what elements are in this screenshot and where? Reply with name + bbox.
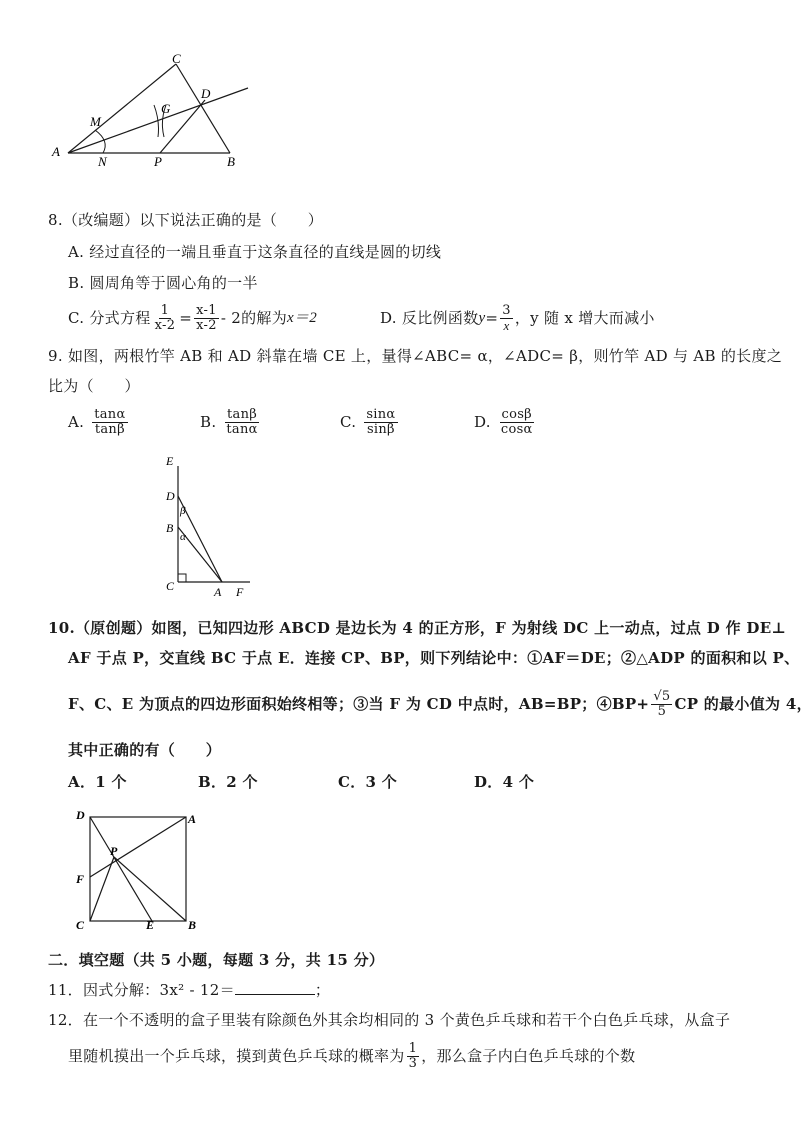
q10-line1: 10.（原创题）如图，已知四边形 ABCD 是边长为 4 的正方形，F 为射线 DC 上一动点，过点 D 作 DE⊥ <box>48 619 787 637</box>
q9-d-fraction <box>499 408 535 437</box>
option-label: C. <box>340 413 357 431</box>
label-f: F <box>236 585 244 599</box>
q8-d-prefix: D. 反比例函数 <box>380 309 479 327</box>
q12-line2-pre: 里随机摸出一个乒乓球，摸到黄色乒乓球的概率为 <box>68 1047 405 1065</box>
label-a: A <box>188 812 197 826</box>
option-label: B. <box>200 413 217 431</box>
frac-den: x-2 <box>154 317 176 333</box>
q11-suffix: ； <box>314 981 331 999</box>
q8-option-d <box>380 300 655 336</box>
q8-d-equals: = <box>485 309 499 327</box>
q9-c-fraction <box>364 408 397 437</box>
figure-bamboo-wall <box>158 450 258 600</box>
q10-option-b: B．2 个 <box>198 773 258 791</box>
label-p: P <box>154 154 162 169</box>
q8-d-y: y <box>478 310 486 326</box>
q9-option-c <box>340 404 400 440</box>
q8-stem: 8.（改编题）以下说法正确的是（ ） <box>48 211 324 229</box>
q8-c-minus: - 2的解为 <box>220 309 287 327</box>
label-c: C <box>172 51 181 66</box>
frac-den: tanβ <box>94 421 125 437</box>
q10-line3 <box>68 684 812 724</box>
frac-den: x-2 <box>196 317 217 333</box>
q8-c-fraction-1 <box>153 304 178 333</box>
label-n: N <box>98 154 107 169</box>
label-c: C <box>166 579 175 593</box>
label-b: B <box>166 521 174 535</box>
segment-pc <box>90 857 114 921</box>
option-label: A. <box>68 413 85 431</box>
q8-d-fraction <box>500 304 513 333</box>
right-angle-mark <box>178 574 186 582</box>
q10-line3-pre: F、C、E 为顶点的四边形面积始终相等；③当 F 为 CD 中点时，AB=BP；④BP+ <box>68 695 650 713</box>
q9-a-fraction <box>92 408 127 437</box>
frac-num: tanα <box>94 406 126 422</box>
q11-answer-blank[interactable] <box>235 980 315 995</box>
segment-af <box>90 817 186 877</box>
q12-line1: 12．在一个不透明的盒子里装有除颜色外其余均相同的 3 个黄色乒乓球和若干个白色乒乓球，从盒子 <box>48 1011 731 1029</box>
frac-den: cosα <box>500 421 533 437</box>
label-d: D <box>76 808 85 822</box>
label-p: P <box>110 844 118 858</box>
frac-num: √5 <box>653 688 671 704</box>
option-label: D. <box>474 413 491 431</box>
label-d: D <box>201 86 211 101</box>
frac-den: 3 <box>408 1055 418 1071</box>
frac-den: x <box>503 317 510 333</box>
frac-den: tanα <box>226 421 258 437</box>
figure-triangle-bisector <box>40 45 260 170</box>
q9-stem-line1: 9. 如图，两根竹竿 AB 和 AD 斜靠在墙 CE 上，量得∠ABC= α，∠ADC= β，则竹竿 AD 与 AB 的长度之 <box>48 347 783 365</box>
segment-de <box>90 817 152 921</box>
label-c: C <box>76 918 85 932</box>
label-e: E <box>166 454 174 468</box>
q9-b-fraction <box>224 408 259 437</box>
segment-ac <box>68 64 176 153</box>
label-alpha: α <box>180 531 186 543</box>
frac-num: 1 <box>408 1040 418 1056</box>
frac-den: 5 <box>657 703 667 719</box>
frac-num: cosβ <box>501 406 532 422</box>
q8-c-equals: = <box>179 309 193 327</box>
q12-line2 <box>68 1036 635 1076</box>
label-a: A <box>52 144 60 159</box>
q8-option-a: A. 经过直径的一端且垂直于这条直径的直线是圆的切线 <box>68 243 442 261</box>
q12-line2-post: ，那么盒子内白色乒乓球的个数 <box>421 1047 636 1065</box>
q9-option-d <box>474 404 537 440</box>
q9-stem-line2: 比为（ ） <box>48 377 140 395</box>
figure-square <box>70 805 210 935</box>
q10-option-a: A．1 个 <box>68 773 127 791</box>
q11 <box>48 980 330 1000</box>
label-g: G <box>161 101 171 116</box>
section-title: 二．填空题（共 5 小题，每题 3 分，共 15 分） <box>48 951 385 969</box>
label-m: M <box>90 114 101 129</box>
frac-den: sinβ <box>366 421 395 437</box>
q12-fraction <box>407 1042 420 1071</box>
label-a: A <box>214 585 222 599</box>
segment-pb <box>114 857 186 921</box>
q8-option-b: B. 圆周角等于圆心角的一半 <box>68 274 258 292</box>
q9-option-b <box>200 404 262 440</box>
q8-option-c <box>68 300 317 336</box>
q8-c-prefix: C. 分式方程 <box>68 309 151 327</box>
q11-prefix: 11．因式分解：3x² - 12＝ <box>48 981 235 999</box>
q10-option-c: C．3 个 <box>338 773 398 791</box>
frac-num: 1 <box>160 302 170 318</box>
label-e: E <box>146 918 155 932</box>
q8-d-suffix: ，y 随 x 增大而减小 <box>514 309 655 327</box>
segment-cb <box>176 64 230 153</box>
q8-c-fraction-2 <box>194 304 219 333</box>
frac-num: sinα <box>366 406 396 422</box>
frac-num: x-1 <box>196 302 217 318</box>
label-beta: β <box>180 505 186 517</box>
q10-line4: 其中正确的有（ ） <box>68 741 222 759</box>
label-b: B <box>188 918 197 932</box>
q8-c-solution: x＝2 <box>287 310 318 326</box>
q10-line3-post: CP 的最小值为 4， <box>674 695 812 713</box>
q10-fraction <box>651 690 672 719</box>
frac-num: 3 <box>502 302 511 318</box>
frac-num: tanβ <box>227 406 258 422</box>
q10-line2: AF 于点 P，交直线 BC 于点 E．连接 CP、BP，则下列结论中：①AF＝DE；②△ADP 的面积和以 P、 <box>68 649 800 667</box>
q9-option-a <box>68 404 130 440</box>
q10-option-d: D．4 个 <box>474 773 535 791</box>
label-b: B <box>227 154 235 169</box>
square-abcd <box>90 817 186 921</box>
label-d: D <box>166 489 175 503</box>
label-f: F <box>76 872 85 886</box>
